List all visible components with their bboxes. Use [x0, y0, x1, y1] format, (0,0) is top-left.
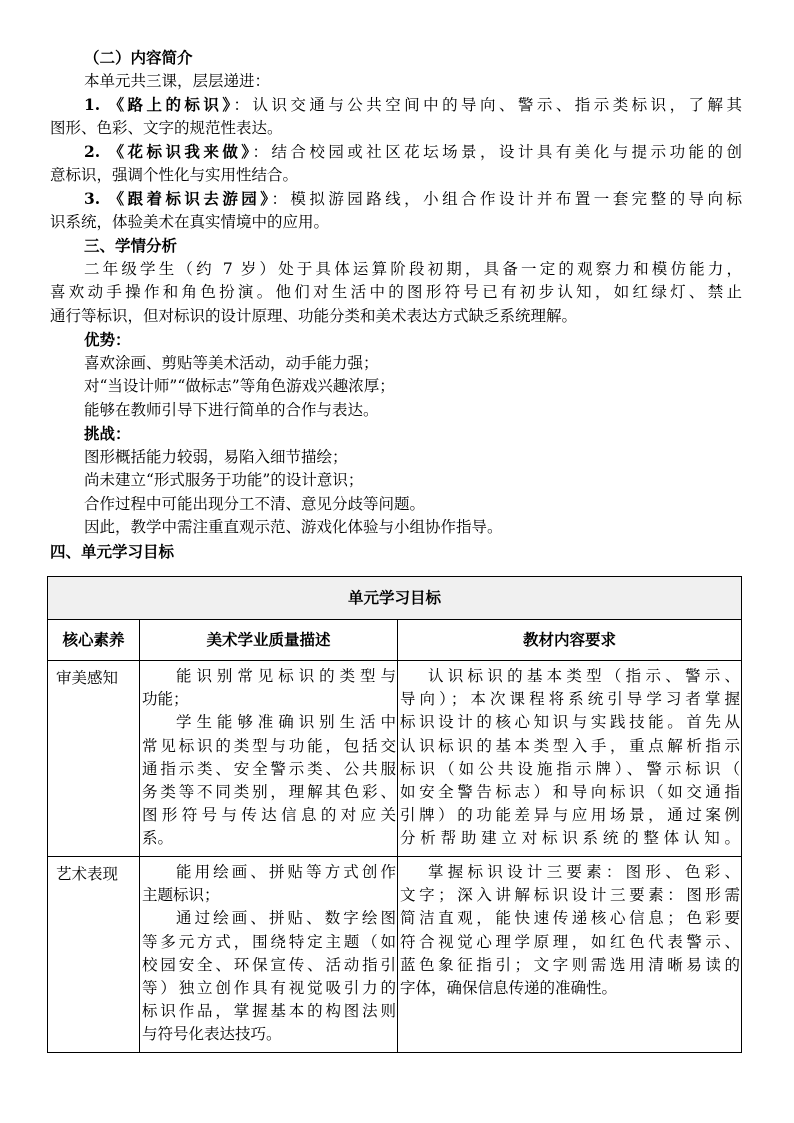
- document-body: [50, 46, 742, 563]
- lesson-3-line-2: 识系统，体验美术在真实情境中的应用。: [50, 212, 330, 231]
- learners-conclusion: 因此，教学中需注重直观示范、游戏化体验与小组协作指导。: [84, 518, 503, 536]
- column-header-quality: 美术学业质量描述: [140, 620, 398, 661]
- table-row: [48, 857, 742, 1053]
- goals-table-title-row: [48, 577, 742, 620]
- lesson-3-line-1: 3. 《跟着标识去游园》：模拟游园路线，小组合作设计并布置一套完整的导向标: [84, 189, 742, 208]
- quality-description-cell: 能用绘画、拼贴等方式创作 主题标识； 通过绘画、拼贴、数字绘图 等多元方式，围绕特定主题（如 校园安全、环保宣传、活动指引 等）独立创作具有视觉吸引力的 标识作品，掌握基本的构图法则 与符号化表达技巧。: [140, 857, 398, 1053]
- learners-para-line-3: 通行等标识，但对标识的设计原理、功能分类和美术表达方式缺乏系统理解。: [50, 306, 578, 325]
- strength-item: 对“当设计师”“做标志”等角色游戏兴趣浓厚；: [84, 377, 395, 395]
- content-requirement-cell: 掌握标识设计三要素：图形、色彩、 文字；深入讲解标识设计三要素：图形需 简洁直观，能快速传递核心信息；色彩要 符合视觉心理学原理，如红色代表警示、 蓝色象征指引；文字则需选用清晰易读的 字体，确保信息传递的准确性。: [398, 857, 742, 1053]
- goals-table-title: 单元学习目标: [48, 577, 742, 620]
- core-competency-cell: 艺术表现: [48, 857, 140, 1053]
- column-header-core: 核心素养: [48, 620, 140, 661]
- quality-description-cell: 能识别常见标识的类型与 功能； 学生能够准确识别生活中 常见标识的类型与功能，包括交 通指示类、安全警示类、公共服 务类等不同类别，理解其色彩、 图形符号与传达信息的对应关 系。: [140, 661, 398, 857]
- lesson-2-line-2: 意标识，强调个性化与实用性结合。: [50, 165, 299, 184]
- strength-item: 喜欢涂画、剪贴等美术活动，动手能力强；: [84, 353, 379, 372]
- learners-para-line-1: 二年级学生（约 7 岁）处于具体运算阶段初期，具备一定的观察力和模仿能力，: [84, 259, 742, 278]
- challenge-item: 图形概括能力较弱，易陷入细节描绘；: [84, 447, 348, 466]
- lesson-1-line-2: 图形、色彩、文字的规范性表达。: [50, 118, 283, 137]
- core-competency-cell: 审美感知: [48, 661, 140, 857]
- intro-summary: 本单元共三课，层层递进：: [84, 71, 271, 90]
- strength-item: 能够在教师引导下进行简单的合作与表达。: [84, 400, 379, 419]
- goals-table-header-row: [48, 620, 742, 661]
- section-heading-learners: 三、学情分析: [84, 236, 178, 255]
- strengths-label: 优势：: [84, 330, 131, 349]
- goals-table: [47, 576, 742, 1053]
- lesson-1-line-1: 1. 《路上的标识》：认识交通与公共空间中的导向、警示、指示类标识，了解其: [84, 95, 742, 114]
- lesson-2-line-1: 2. 《花标识我来做》：结合校园或社区花坛场景，设计具有美化与提示功能的创: [84, 142, 742, 161]
- table-row: [48, 661, 742, 857]
- challenge-item: 合作过程中可能出现分工不清、意见分歧等问题。: [84, 494, 426, 513]
- section-heading-goals: 四、单元学习目标: [50, 541, 175, 561]
- challenges-label: 挑战：: [84, 424, 131, 443]
- content-requirement-cell: 认识标识的基本类型（指示、警示、 导向）；本次课程将系统引导学习者掌握 标识设计的核心知识与实践技能。首先从 认识标识的基本类型入手，重点解析指示 标识（如公共设施指示牌）、警示标识（ 如安全警告标志）和导向标识（如交通指 引牌）的功能差异与应用场景，通过案例 分析帮助建立对标识系统的整体认知。: [398, 661, 742, 857]
- learners-para-line-2: 喜欢动手操作和角色扮演。他们对生活中的图形符号已有初步认知，如红绿灯、禁止: [50, 283, 742, 301]
- challenge-item: 尚未建立“形式服务于功能”的设计意识；: [84, 471, 364, 489]
- section-heading-intro: （二）内容简介: [84, 48, 193, 67]
- column-header-content: 教材内容要求: [398, 620, 742, 661]
